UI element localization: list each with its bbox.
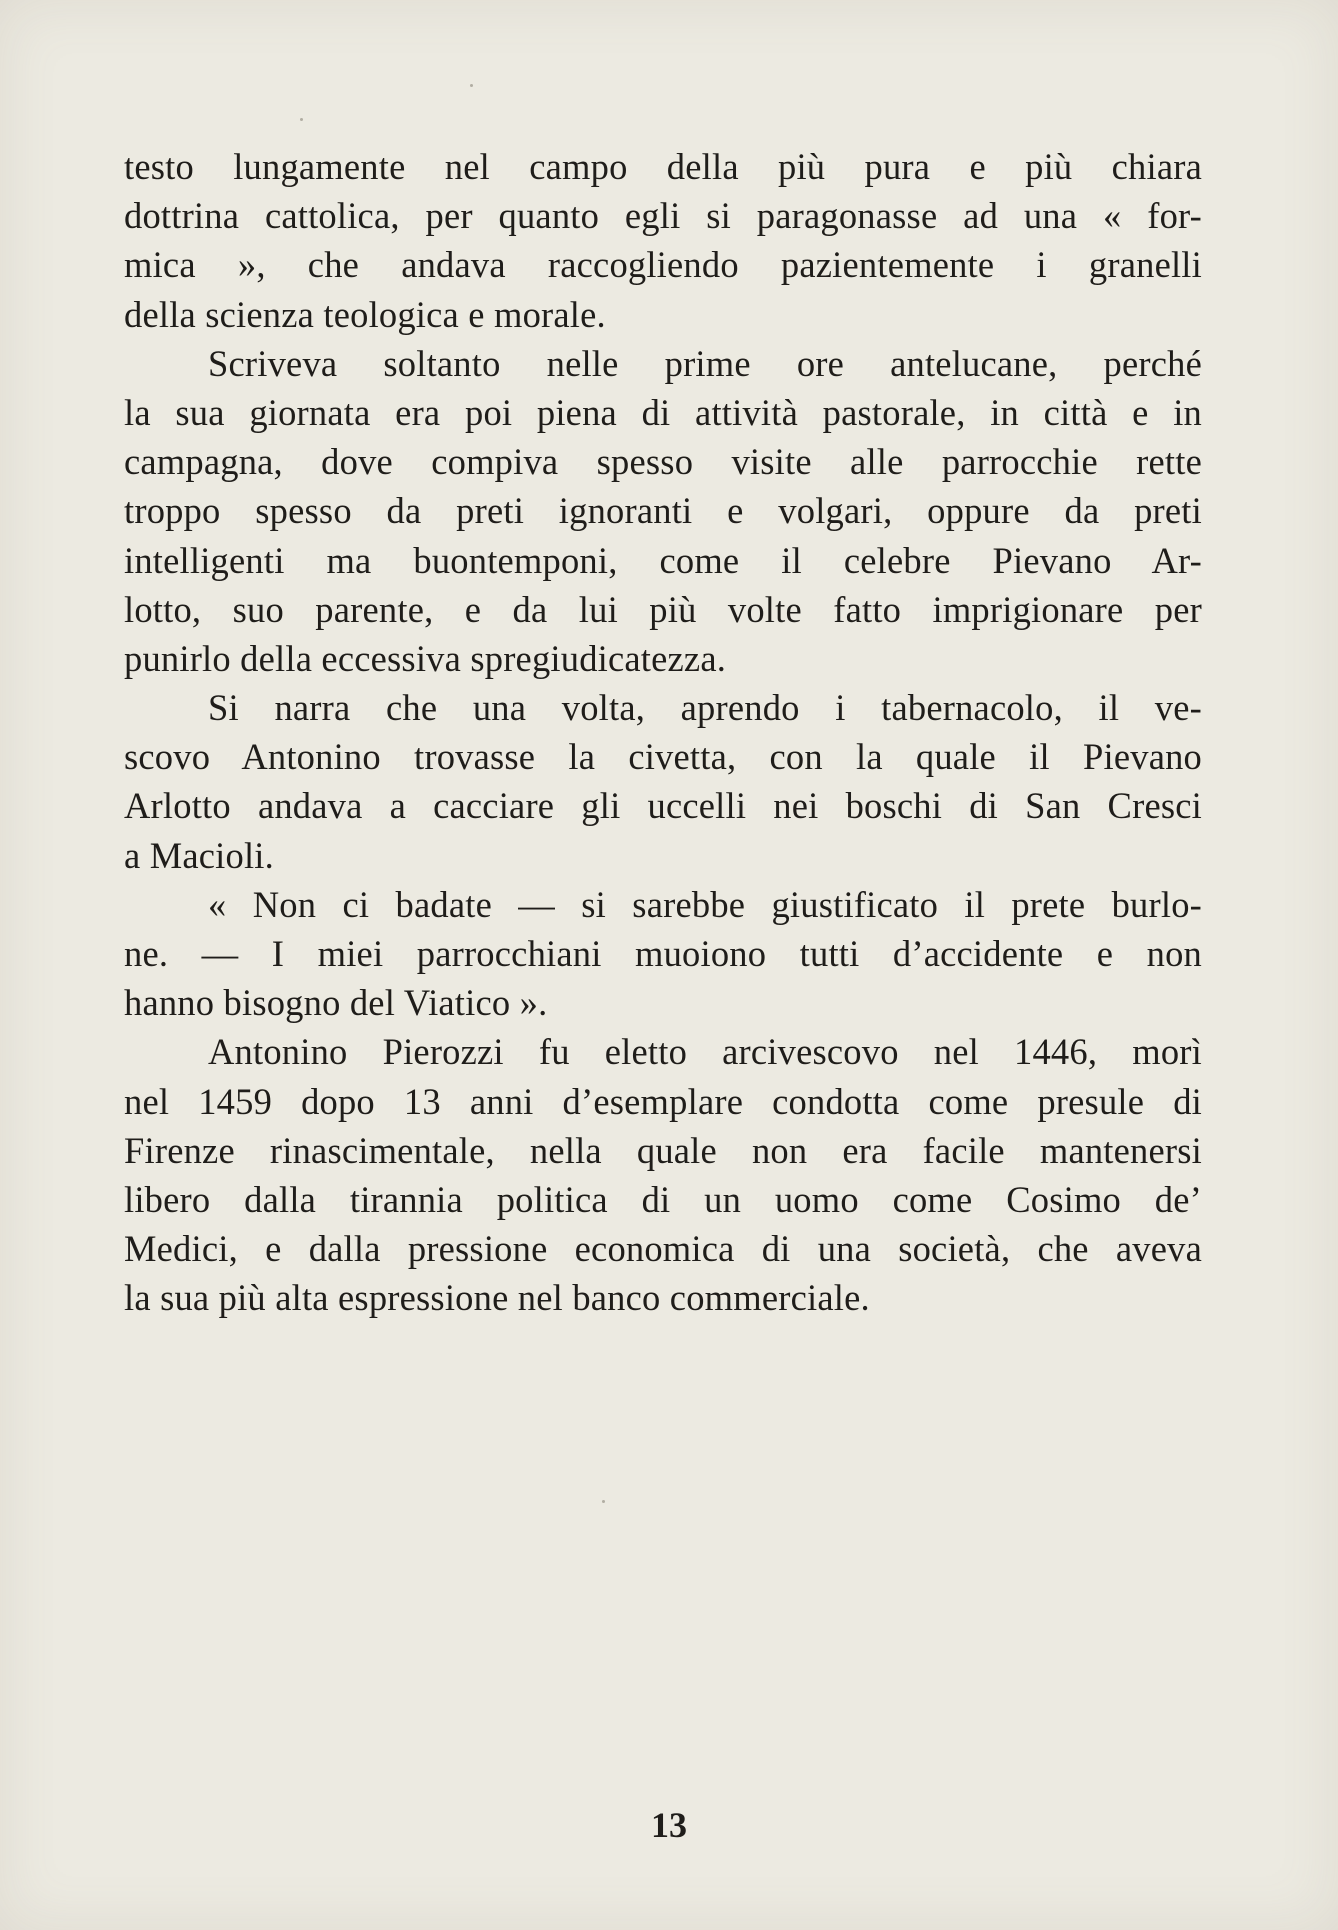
paper-speck xyxy=(602,1500,605,1503)
text-line: punirlo della eccessiva spregiudicatezza. xyxy=(124,637,727,679)
text-line: nel 1459 dopo 13 anni d’esemplare condotta come presule di xyxy=(124,1080,1202,1122)
text-line: Firenze rinascimentale, nella quale non era facile mantenersi xyxy=(124,1129,1202,1171)
text-line: lotto, suo parente, e da lui più volte fatto imprigionare per xyxy=(124,588,1202,630)
text-line: Si narra che una volta, aprendo i tabernacolo, il ve- xyxy=(208,687,1202,729)
text-line: della scienza teologica e morale. xyxy=(124,293,606,335)
text-line: ne. — I miei parrocchiani muoiono tutti d’accidente e non xyxy=(124,933,1202,974)
paper-speck xyxy=(300,118,303,121)
text-line: Arlotto andava a cacciare gli uccelli nei boschi di San Cresci xyxy=(124,785,1202,827)
text-line: libero dalla tirannia politica di un uomo come Cosimo de’ xyxy=(124,1178,1202,1220)
text-line: la sua giornata era poi piena di attività pastorale, in città e in xyxy=(124,391,1202,433)
paper-speck xyxy=(470,84,473,87)
text-line: mica », che andava raccogliendo pazientemente i granelli xyxy=(124,244,1202,286)
text-line: intelligenti ma buontemponi, come il celebre Pievano Ar- xyxy=(124,539,1202,581)
body-text xyxy=(124,142,1202,1323)
text-line: campagna, dove compiva spesso visite alle parrocchie rette xyxy=(124,441,1202,483)
text-line: Scriveva soltanto nelle prime ore antelucane, perché xyxy=(208,342,1202,384)
text-line: testo lungamente nel campo della più pura e più chiara xyxy=(124,146,1202,187)
text-line: la sua più alta espressione nel banco commerciale. xyxy=(124,1277,870,1319)
text-line: Medici, e dalla pressione economica di una società, che aveva xyxy=(124,1228,1202,1270)
text-line: troppo spesso da preti ignoranti e volgari, oppure da preti xyxy=(124,490,1202,532)
text-line: a Macioli. xyxy=(124,834,274,876)
text-line: Antonino Pierozzi fu eletto arcivescovo nel 1446, morì xyxy=(208,1031,1202,1073)
page-number: 13 xyxy=(651,1805,687,1845)
text-line: hanno bisogno del Viatico ». xyxy=(124,982,548,1024)
text-line: dottrina cattolica, per quanto egli si paragonasse ad una « for- xyxy=(124,195,1202,237)
text-line: « Non ci badate — si sarebbe giustificato il prete burlo- xyxy=(208,883,1202,925)
text-line: scovo Antonino trovasse la civetta, con la quale il Pievano xyxy=(124,736,1202,778)
